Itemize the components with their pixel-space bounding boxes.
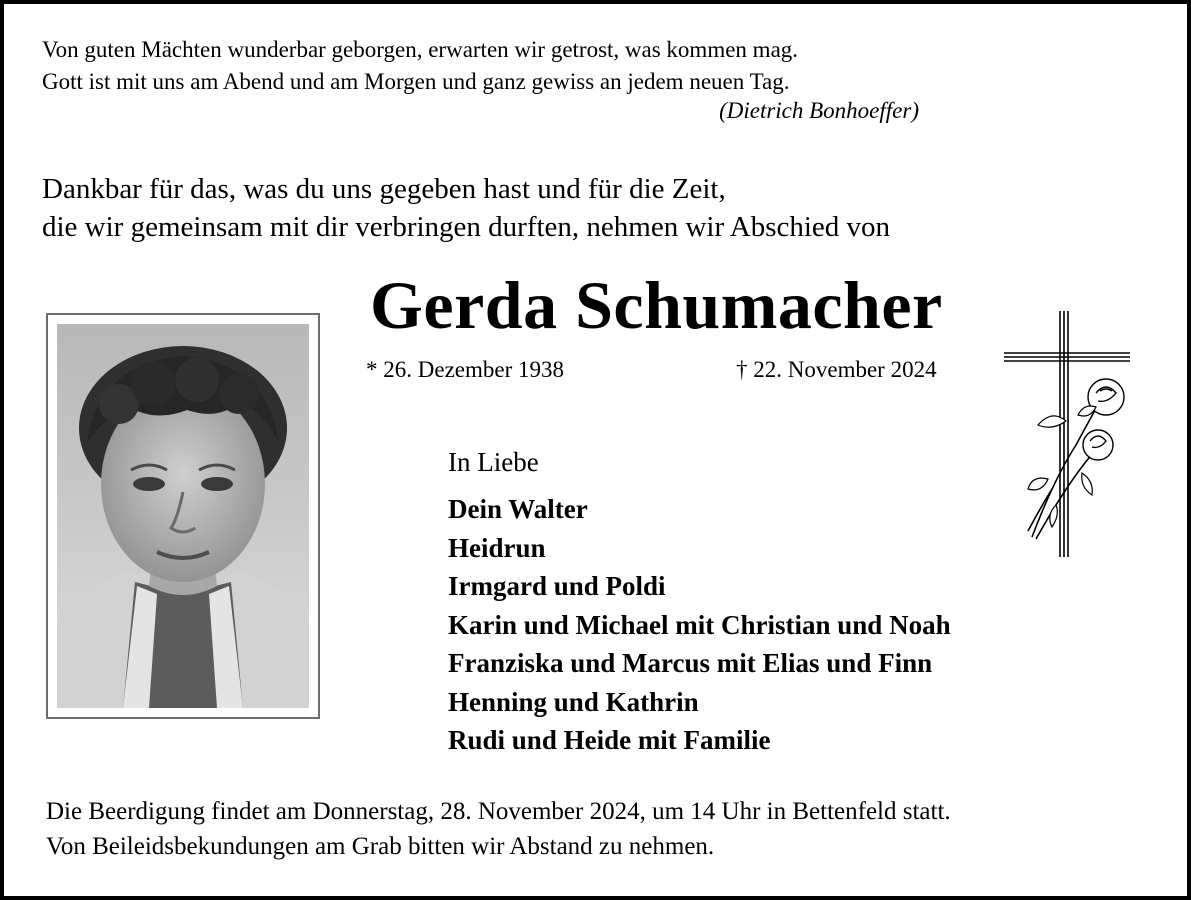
mourner-list — [448, 490, 951, 760]
funeral-info — [46, 794, 951, 864]
portrait-photo — [57, 324, 309, 708]
intro-text — [42, 170, 890, 246]
deceased-name: Gerda Schumacher — [370, 267, 943, 343]
birth-date: * 26. Dezember 1938 — [366, 357, 564, 382]
intro-line-2: die wir gemeinsam mit dir verbringen durften, nehmen wir Abschied von — [42, 211, 891, 243]
mourner-name: Dein Walter — [448, 494, 588, 524]
funeral-info-line-1: Die Beerdigung findet am Donnerstag, 28. November 2024, um 14 Uhr in Bettenfeld statt. — [46, 798, 951, 825]
mourner-name: Franziska und Marcus mit Elias und Finn — [448, 648, 933, 678]
intro-line-1: Dankbar für das, was du uns gegeben hast und für die Zeit, — [42, 173, 726, 205]
mourner-name: Irmgard und Poldi — [448, 571, 666, 601]
mourner-name: Henning und Kathrin — [448, 686, 699, 717]
quote-author: (Dietrich Bonhoeffer) — [719, 98, 919, 123]
funeral-info-line-2: Von Beileidsbekundungen am Grab bitten wir Abstand zu nehmen. — [46, 833, 715, 860]
quote-line-1: Von guten Mächten wunderbar geborgen, erwarten wir getrost, was kommen mag. — [42, 37, 799, 62]
mourner-name: Heidrun — [448, 532, 546, 563]
cross-with-roses-icon — [1002, 309, 1134, 566]
mourner-name: Karin und Michael mit Christian und Noah — [448, 609, 951, 640]
mourner-name: Rudi und Heide mit Familie — [448, 725, 771, 755]
bonhoeffer-quote — [42, 34, 798, 98]
in-liebe-heading: In Liebe — [448, 447, 539, 477]
portrait-frame — [46, 313, 320, 719]
quote-line-2: Gott ist mit uns am Abend und am Morgen und ganz gewiss an jedem neuen Tag. — [42, 69, 790, 94]
death-date: † 22. November 2024 — [736, 357, 937, 382]
